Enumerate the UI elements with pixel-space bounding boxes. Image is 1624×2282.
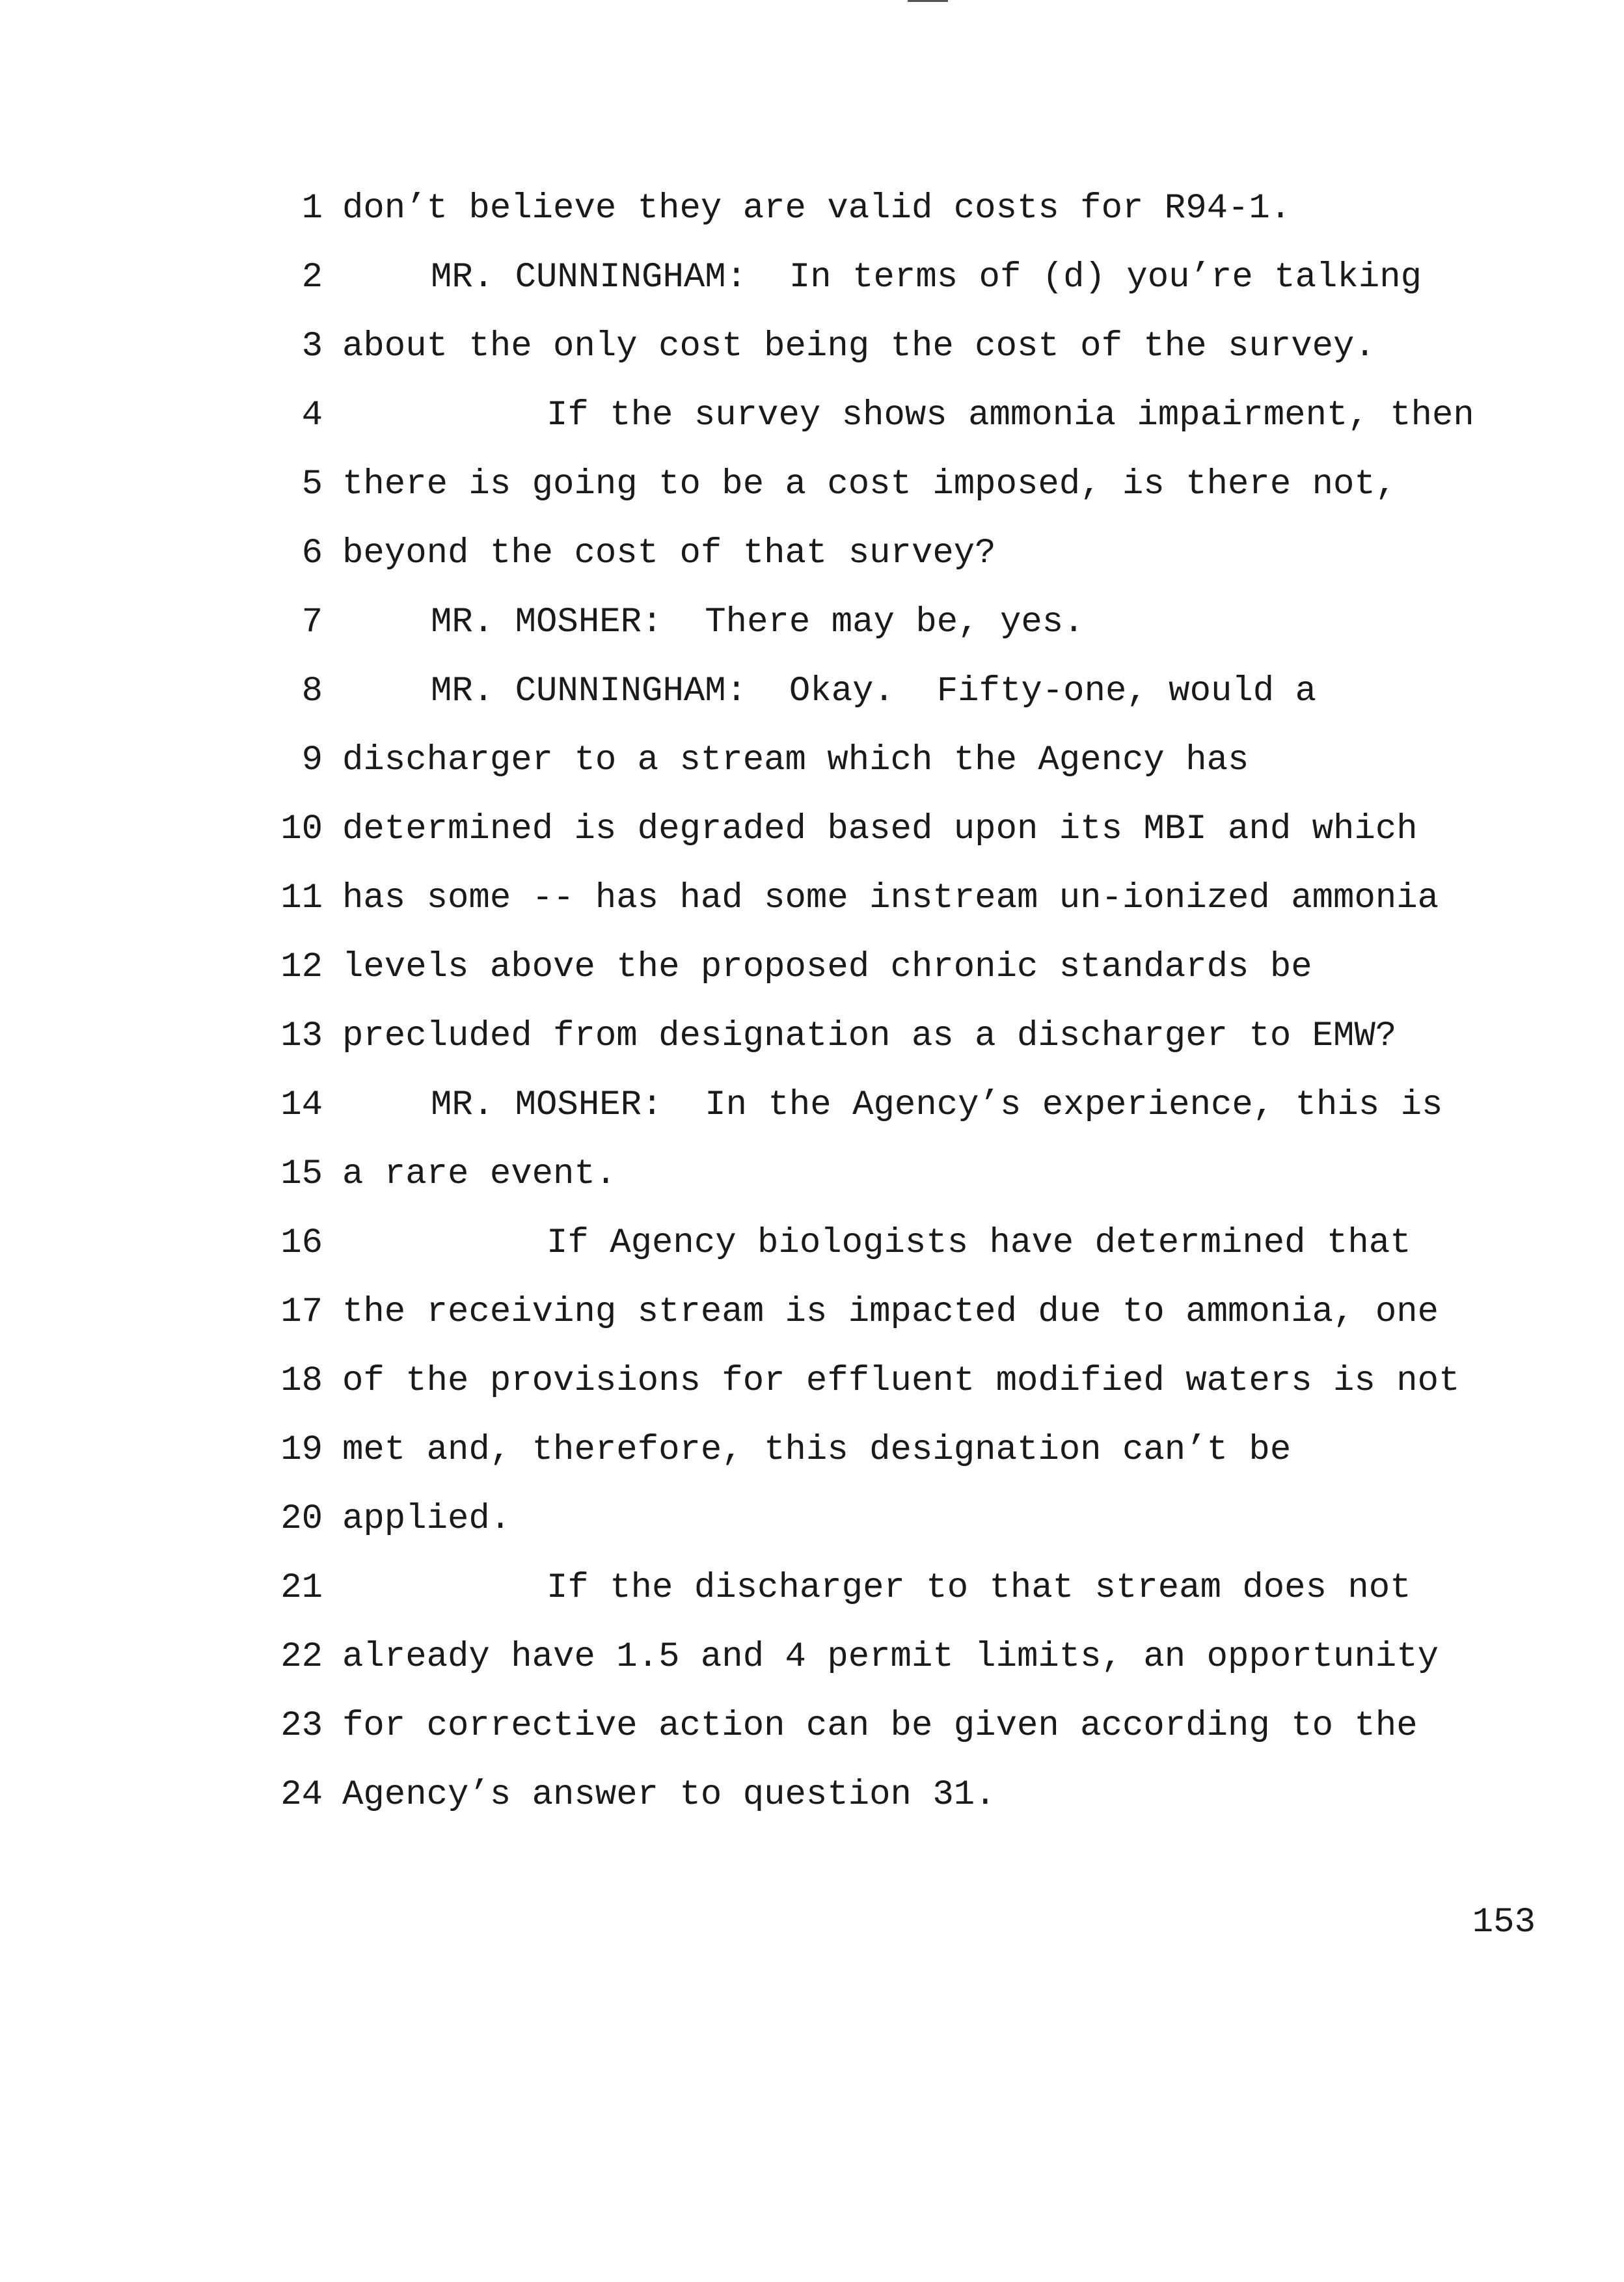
line-number: 20 [280, 1499, 323, 1539]
transcript-line [0, 597, 1624, 649]
transcript-line [0, 459, 1624, 511]
line-text: MR. CUNNINGHAM: In terms of (d) you’re talking [431, 258, 1422, 297]
line-number: 23 [280, 1706, 323, 1746]
line-number: 5 [301, 465, 323, 504]
line-text: If the discharger to that stream does not [547, 1568, 1411, 1608]
line-text: determined is degraded based upon its MBI and which [342, 809, 1418, 849]
line-text: already have 1.5 and 4 permit limits, an opportunity [342, 1637, 1439, 1677]
line-number: 16 [280, 1223, 323, 1263]
transcript-line [0, 528, 1624, 580]
transcript-line [0, 1148, 1624, 1201]
transcript-line [0, 252, 1624, 304]
line-number: 14 [280, 1085, 323, 1125]
line-text: MR. MOSHER: In the Agency’s experience, this is [431, 1085, 1443, 1125]
transcript-line [0, 942, 1624, 994]
line-text: has some -- has had some instream un-ionized ammonia [342, 878, 1439, 918]
transcript-line [0, 390, 1624, 442]
line-number: 13 [280, 1016, 323, 1056]
line-number: 10 [280, 809, 323, 849]
transcript-line [0, 735, 1624, 787]
line-number: 21 [280, 1568, 323, 1608]
line-number: 9 [301, 740, 323, 780]
line-text: MR. CUNNINGHAM: Okay. Fifty-one, would a [431, 672, 1317, 711]
line-number: 4 [301, 396, 323, 435]
line-text: If Agency biologists have determined that [547, 1223, 1411, 1263]
transcript-line [0, 1011, 1624, 1063]
line-text: applied. [342, 1499, 511, 1539]
transcript-line [0, 1080, 1624, 1132]
transcript-line [0, 666, 1624, 718]
line-number: 6 [301, 534, 323, 573]
transcript-line [0, 1217, 1624, 1270]
transcript-line [0, 873, 1624, 925]
line-number: 11 [280, 878, 323, 918]
line-text: levels above the proposed chronic standards be [342, 947, 1312, 987]
transcript-line [0, 1700, 1624, 1752]
line-text: Agency’s answer to question 31. [342, 1775, 996, 1815]
line-number: 17 [280, 1292, 323, 1332]
transcript-line [0, 1355, 1624, 1407]
line-text: met and, therefore, this designation can’t be [342, 1430, 1292, 1470]
transcript-line [0, 804, 1624, 856]
line-text: the receiving stream is impacted due to ammonia, one [342, 1292, 1439, 1332]
line-number: 1 [301, 189, 323, 228]
line-text: discharger to a stream which the Agency has [342, 740, 1249, 780]
line-number: 3 [301, 327, 323, 366]
line-number: 18 [280, 1361, 323, 1401]
top-edge-mark [908, 0, 948, 2]
line-number: 2 [301, 258, 323, 297]
line-text: of the provisions for effluent modified waters is not [342, 1361, 1460, 1401]
line-text: MR. MOSHER: There may be, yes. [431, 603, 1085, 642]
line-text: If the survey shows ammonia impairment, then [547, 396, 1474, 435]
line-text: precluded from designation as a discharger to EMW? [342, 1016, 1397, 1056]
transcript-line [0, 321, 1624, 373]
transcript-line [0, 1769, 1624, 1821]
transcript-line [0, 1562, 1624, 1614]
line-text: beyond the cost of that survey? [342, 534, 996, 573]
transcript-line [0, 1493, 1624, 1545]
transcript-line [0, 1631, 1624, 1683]
line-text: don’t believe they are valid costs for R94-1. [342, 189, 1292, 228]
line-text: a rare event. [342, 1154, 617, 1194]
line-text: about the only cost being the cost of the survey. [342, 327, 1375, 366]
transcript-line [0, 183, 1624, 235]
page-number: 153 [1472, 1903, 1536, 1942]
line-text: there is going to be a cost imposed, is there not, [342, 465, 1397, 504]
line-number: 8 [301, 672, 323, 711]
line-number: 19 [280, 1430, 323, 1470]
line-number: 7 [301, 603, 323, 642]
transcript-line [0, 1424, 1624, 1476]
line-number: 12 [280, 947, 323, 987]
transcript-line [0, 1286, 1624, 1338]
line-text: for corrective action can be given according to the [342, 1706, 1418, 1746]
line-number: 22 [280, 1637, 323, 1677]
line-number: 15 [280, 1154, 323, 1194]
line-number: 24 [280, 1775, 323, 1815]
